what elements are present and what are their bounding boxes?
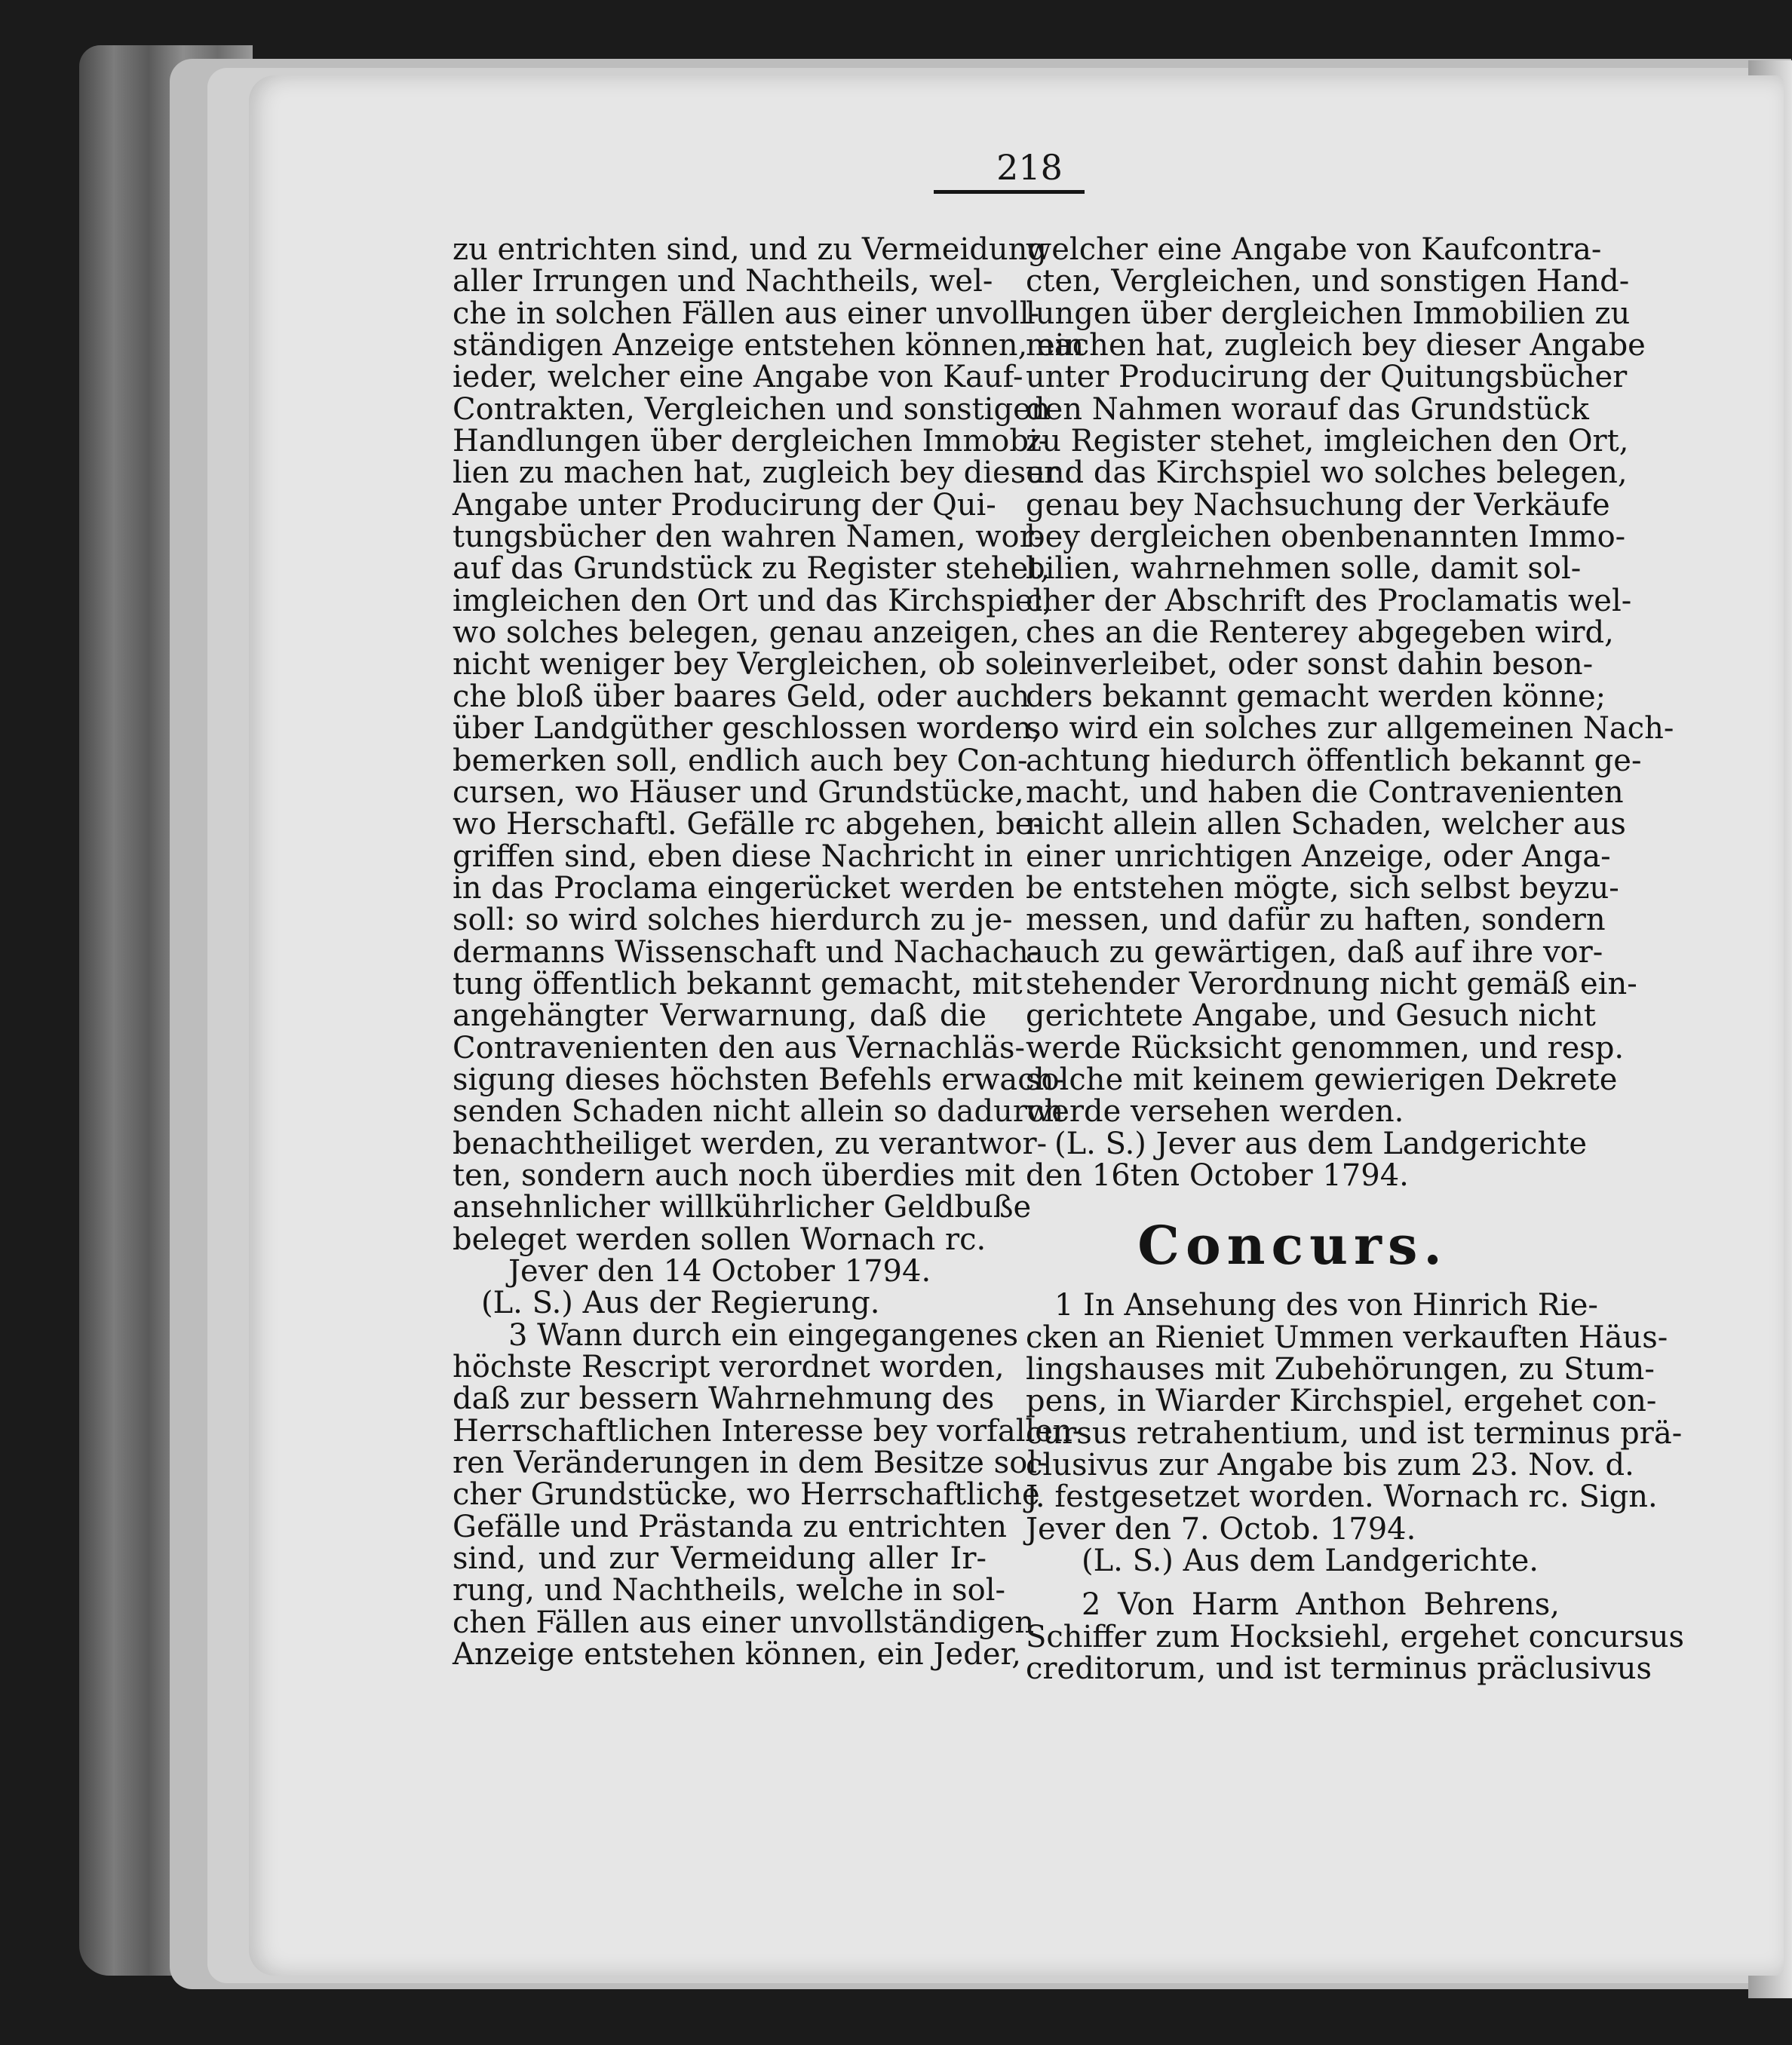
section-heading-concurs: Concurs. — [1137, 1214, 1448, 1277]
text-line: stehender Verordnung nicht gemäß ein- — [1026, 966, 1637, 1001]
text-line: in das Proclama eingerücket werden — [453, 870, 1015, 906]
right-paragraph-continued — [1026, 232, 1674, 1130]
text-line: höchste Rescript verordnet worden, — [453, 1350, 1005, 1385]
text-line: bemerken soll, endlich auch bey Con- — [453, 743, 1028, 778]
text-line: tungsbücher den wahren Namen, wor- — [453, 520, 1045, 555]
text-line: be entstehen mögte, sich selbst beyzu- — [1026, 870, 1619, 906]
text-line: cursen, wo Häuser und Grundstücke, — [453, 774, 1024, 810]
text-line: 1 In Ansehung des von Hinrich Rie- — [1054, 1288, 1598, 1323]
text-line: 2 Von Harm Anthon Behrens, — [1082, 1587, 1560, 1623]
text-line: ten, sondern auch noch überdies mit — [453, 1157, 1015, 1193]
text-line: solche mit keinem gewierigen Dekrete — [1026, 1062, 1618, 1097]
text-line: aller Irrungen und Nachtheils, wel- — [453, 264, 993, 299]
text-line: rung, und Nachtheils, welche in sol- — [453, 1573, 1006, 1608]
text-line: Angabe unter Producirung der Qui- — [453, 487, 996, 523]
text-line: soll: so wird solches hierdurch zu je- — [453, 903, 1013, 938]
left-seal-line: (L. S.) Aus der Regierung. — [481, 1286, 880, 1321]
text-line: cursus retrahentium, und ist terminus prä- — [1026, 1415, 1683, 1451]
text-line: zu entrichten sind, und zu Vermeidung — [453, 232, 1048, 267]
text-line: benachtheiliget werden, zu verantwor- — [453, 1126, 1048, 1161]
text-line: lungen über dergleichen Immobilien zu — [1026, 296, 1631, 331]
text-line: Handlungen über dergleichen Immobi- — [453, 424, 1049, 459]
text-line: werde versehen werden. — [1026, 1094, 1404, 1130]
concurs-seal-line: (L. S.) Aus dem Landgerichte. — [1082, 1544, 1539, 1579]
text-line: Schiffer zum Hocksiehl, ergehet concursus — [1026, 1619, 1684, 1654]
text-line: Anzeige entstehen können, ein Jeder, — [453, 1637, 1021, 1672]
text-line: angehängter Verwarnung, daß die — [453, 998, 987, 1034]
text-line: 3 Wann durch ein eingegangenes — [508, 1317, 1019, 1353]
text-line: Herrschaftlichen Interesse bey vorfallen- — [453, 1413, 1083, 1449]
text-line: werde Rücksicht genommen, und resp. — [1026, 1030, 1625, 1065]
concurs-paragraph-1 — [1026, 1288, 1683, 1547]
text-line: imgleichen den Ort und das Kirchspiel, — [453, 583, 1052, 618]
text-line: machen hat, zugleich bey dieser Angabe — [1026, 328, 1646, 363]
text-line: genau bey Nachsuchung der Verkäufe — [1026, 487, 1610, 523]
text-line: Contravenienten den aus Vernachläs- — [453, 1030, 1026, 1065]
text-line: unter Producirung der Quitungsbücher — [1026, 360, 1628, 395]
text-line: cken an Rieniet Ummen verkauften Häus- — [1026, 1320, 1668, 1355]
text-line: lien zu machen hat, zugleich bey dieser — [453, 455, 1059, 491]
text-line: ches an die Renterey abgegeben wird, — [1026, 615, 1614, 651]
text-line: sigung dieses höchsten Befehls erwach- — [453, 1062, 1064, 1097]
text-line: ansehnlicher willkührlicher Geldbuße — [453, 1190, 1032, 1225]
left-paragraph-1 — [453, 232, 1085, 1257]
text-line: bilien, wahrnehmen solle, damit sol- — [1026, 551, 1582, 587]
text-line: ren Veränderungen in dem Besitze sol- — [453, 1446, 1048, 1481]
text-line: über Landgüther geschlossen worden, — [453, 711, 1042, 747]
text-line: tung öffentlich bekannt gemacht, mit — [453, 966, 1023, 1001]
header-rule — [934, 190, 1085, 194]
page-number: 218 — [996, 147, 1063, 188]
text-line: griffen sind, eben diese Nachricht in — [453, 839, 1014, 874]
text-line: J. festgesetzet worden. Wornach rc. Sign. — [1026, 1479, 1658, 1515]
text-line: che bloß über baares Geld, oder auch — [453, 679, 1030, 714]
text-line: clusivus zur Angabe bis zum 23. Nov. d. — [1026, 1448, 1634, 1483]
text-line: senden Schaden nicht allein so dadurch — [453, 1094, 1064, 1130]
text-line: che in solchen Fällen aus einer unvoll- — [453, 296, 1040, 331]
text-line: achtung hiedurch öffentlich bekannt ge- — [1026, 743, 1642, 778]
text-line: cten, Vergleichen, und sonstigen Hand- — [1026, 264, 1630, 299]
text-line: nicht allein allen Schaden, welcher aus — [1026, 807, 1626, 842]
text-line: bey dergleichen obenbenannten Immo- — [1026, 520, 1626, 555]
concurs-paragraph-2 — [1026, 1587, 1684, 1687]
text-line: Contrakten, Vergleichen und sonstigen — [453, 391, 1051, 427]
text-line: den Nahmen worauf das Grundstück — [1026, 391, 1589, 427]
text-line: einverleibet, oder sonst dahin beson- — [1026, 647, 1594, 682]
text-line: Jever den 7. Octob. 1794. — [1026, 1511, 1416, 1547]
text-line: ders bekannt gemacht werden könne; — [1026, 679, 1606, 714]
text-line: sind, und zur Vermeidung aller Ir- — [453, 1541, 987, 1577]
text-line: wo Herschaftl. Gefälle rc abgehen, be- — [453, 807, 1043, 842]
text-line: Gefälle und Prästanda zu entrichten — [453, 1509, 1007, 1544]
right-date-line: den 16ten October 1794. — [1026, 1157, 1409, 1193]
text-line: zu Register stehet, imgleichen den Ort, — [1026, 424, 1629, 459]
text-line: ieder, welcher eine Angabe von Kauf- — [453, 360, 1023, 395]
text-line: pens, in Wiarder Kirchspiel, ergehet con- — [1026, 1384, 1657, 1419]
text-line: cher der Abschrift des Proclamatis wel- — [1026, 583, 1632, 618]
text-line: messen, und dafür zu haften, sondern — [1026, 903, 1606, 938]
text-line: nicht weniger bey Vergleichen, ob sol- — [453, 647, 1039, 682]
text-line: cher Grundstücke, wo Herrschaftliche — [453, 1477, 1040, 1513]
text-line: creditorum, und ist terminus präclusivus — [1026, 1651, 1652, 1687]
text-line: daß zur bessern Wahrnehmung des — [453, 1381, 995, 1417]
left-paragraph-3 — [453, 1317, 1083, 1672]
text-line: auch zu gewärtigen, daß auf ihre vor- — [1026, 934, 1603, 970]
text-line: wo solches belegen, genau anzeigen, — [453, 615, 1020, 651]
right-column — [1026, 232, 1684, 1687]
text-line: gerichtete Angabe, und Gesuch nicht — [1026, 998, 1596, 1034]
text-line: beleget werden sollen Wornach rc. — [453, 1222, 987, 1257]
text-line: dermanns Wissenschaft und Nachach- — [453, 934, 1039, 970]
text-line: lingshauses mit Zubehörungen, zu Stum- — [1026, 1352, 1655, 1387]
text-line: und das Kirchspiel wo solches belegen, — [1026, 455, 1628, 491]
text-line: macht, und haben die Contravenienten — [1026, 774, 1624, 810]
left-column — [453, 232, 1085, 1672]
text-line: so wird ein solches zur allgemeinen Nach- — [1026, 711, 1674, 747]
text-line: einer unrichtigen Anzeige, oder Anga- — [1026, 839, 1611, 874]
left-date-line: Jever den 14 October 1794. — [508, 1254, 931, 1289]
text-line: auf das Grundstück zu Register stehet, — [453, 551, 1051, 587]
right-seal-line: (L. S.) Jever aus dem Landgerichte — [1054, 1126, 1588, 1161]
text-line: ständigen Anzeige entstehen können, ein — [453, 328, 1085, 363]
text-line: chen Fällen aus einer unvollständigen — [453, 1605, 1034, 1640]
text-line: welcher eine Angabe von Kaufcontra- — [1026, 232, 1602, 267]
